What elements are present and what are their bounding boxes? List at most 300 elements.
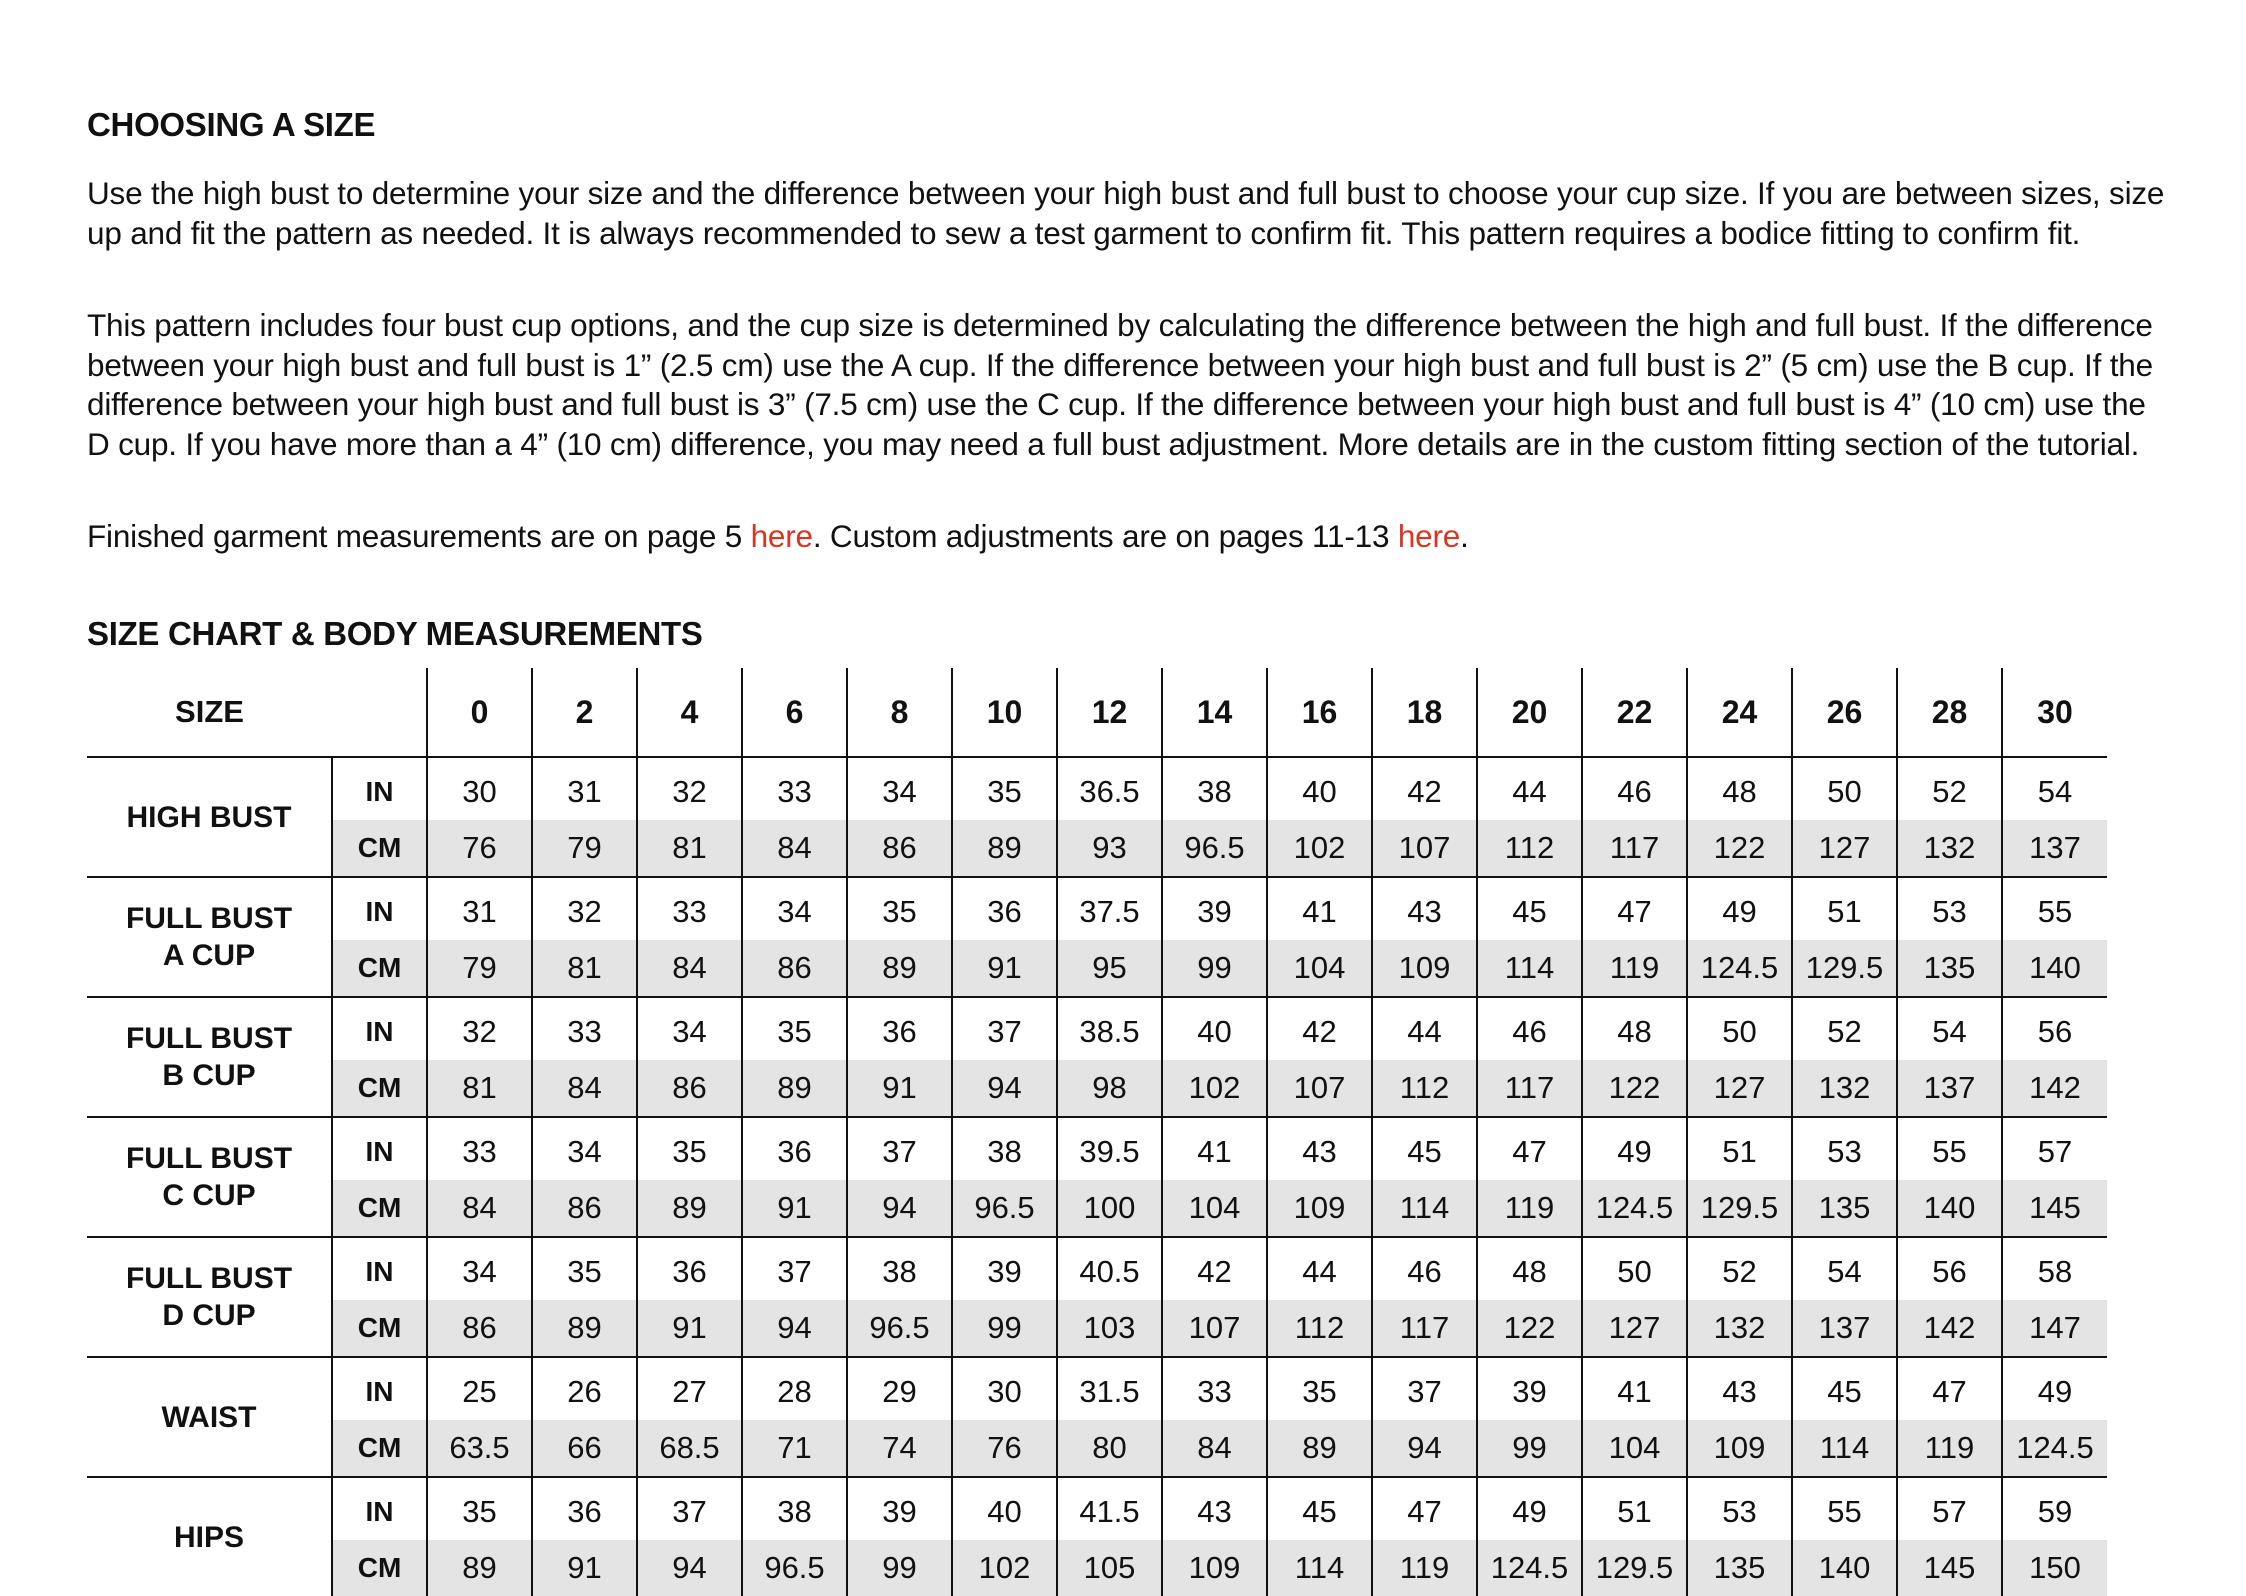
value-cell-cm: 102 bbox=[952, 1540, 1057, 1596]
value-cell-in: 35 bbox=[952, 757, 1057, 820]
value-cell-cm: 102 bbox=[1162, 1060, 1267, 1117]
value-cell-in: 48 bbox=[1477, 1237, 1582, 1300]
value-cell-in: 54 bbox=[1897, 997, 2002, 1060]
value-cell-in: 48 bbox=[1687, 757, 1792, 820]
value-cell-in: 33 bbox=[1162, 1357, 1267, 1420]
value-cell-cm: 142 bbox=[1897, 1300, 2002, 1357]
size-header-cell: 30 bbox=[2002, 668, 2107, 757]
value-cell-in: 37 bbox=[847, 1117, 952, 1180]
value-cell-in: 49 bbox=[1582, 1117, 1687, 1180]
value-cell-cm: 145 bbox=[1897, 1540, 2002, 1596]
value-cell-cm: 122 bbox=[1477, 1300, 1582, 1357]
value-cell-cm: 105 bbox=[1057, 1540, 1162, 1596]
size-header-cell: 26 bbox=[1792, 668, 1897, 757]
value-cell-cm: 80 bbox=[1057, 1420, 1162, 1477]
value-cell-in: 40 bbox=[1162, 997, 1267, 1060]
value-cell-cm: 150 bbox=[2002, 1540, 2107, 1596]
value-cell-in: 25 bbox=[427, 1357, 532, 1420]
value-cell-in: 38 bbox=[847, 1237, 952, 1300]
value-cell-in: 37 bbox=[1372, 1357, 1477, 1420]
measurement-label bbox=[87, 757, 332, 877]
value-cell-in: 41 bbox=[1582, 1357, 1687, 1420]
value-cell-cm: 84 bbox=[742, 820, 847, 877]
value-cell-cm: 132 bbox=[1792, 1060, 1897, 1117]
size-chart-heading: SIZE CHART & BODY MEASUREMENTS bbox=[87, 615, 703, 652]
measurement-label-line-1: FULL BUST bbox=[125, 1142, 293, 1175]
value-cell-in: 44 bbox=[1477, 757, 1582, 820]
value-cell-in: 31.5 bbox=[1057, 1357, 1162, 1420]
value-cell-cm: 119 bbox=[1372, 1540, 1477, 1596]
value-cell-in: 54 bbox=[1792, 1237, 1897, 1300]
value-cell-in: 36.5 bbox=[1057, 757, 1162, 820]
value-cell-cm: 109 bbox=[1687, 1420, 1792, 1477]
value-cell-in: 33 bbox=[742, 757, 847, 820]
value-cell-cm: 114 bbox=[1372, 1180, 1477, 1237]
value-cell-in: 34 bbox=[847, 757, 952, 820]
unit-cm-label: CM bbox=[332, 1540, 427, 1596]
value-cell-in: 33 bbox=[637, 877, 742, 940]
value-cell-in: 48 bbox=[1582, 997, 1687, 1060]
measurement-row-in bbox=[87, 997, 2107, 1060]
value-cell-cm: 117 bbox=[1582, 820, 1687, 877]
value-cell-cm: 114 bbox=[1792, 1420, 1897, 1477]
value-cell-in: 55 bbox=[2002, 877, 2107, 940]
size-header-cell: 2 bbox=[532, 668, 637, 757]
value-cell-in: 57 bbox=[1897, 1477, 2002, 1540]
value-cell-in: 37.5 bbox=[1057, 877, 1162, 940]
value-cell-in: 36 bbox=[847, 997, 952, 1060]
value-cell-cm: 94 bbox=[847, 1180, 952, 1237]
unit-in-label: IN bbox=[332, 997, 427, 1060]
value-cell-in: 35 bbox=[637, 1117, 742, 1180]
measurement-label-line-1: HIPS bbox=[173, 1520, 245, 1554]
measurement-row-cm bbox=[87, 1060, 2107, 1117]
measurement-label-line-1: WAIST bbox=[161, 1400, 257, 1434]
value-cell-in: 35 bbox=[427, 1477, 532, 1540]
value-cell-in: 46 bbox=[1477, 997, 1582, 1060]
value-cell-in: 34 bbox=[637, 997, 742, 1060]
value-cell-cm: 103 bbox=[1057, 1300, 1162, 1357]
value-cell-in: 32 bbox=[637, 757, 742, 820]
measurement-label-line-2: D CUP bbox=[162, 1299, 256, 1332]
value-cell-in: 41 bbox=[1267, 877, 1372, 940]
size-header-cell: 28 bbox=[1897, 668, 2002, 757]
value-cell-in: 42 bbox=[1267, 997, 1372, 1060]
value-cell-cm: 99 bbox=[847, 1540, 952, 1596]
size-header-cell: 6 bbox=[742, 668, 847, 757]
measurement-row-in bbox=[87, 877, 2107, 940]
unit-cm-label: CM bbox=[332, 1060, 427, 1117]
choosing-paragraph-2: This pattern includes four bust cup options, and the cup size is determined by calculating the difference between the high and full bust. If the difference between your high bust and full bust is 1” (2.5 cm) use the A cup. If the difference between your high bust and full bust is 2” (5 cm) use the B cup. If the difference between your high bust and full bust is 3” (7.5 cm) use the C cup. If the difference between your high bust and full bust is 4” (10 cm) use the D cup. If you have more than a 4” (10 cm) difference, you may need a full bust adjustment. More details are in the custom fitting section of the tutorial. bbox=[87, 307, 2153, 462]
value-cell-cm: 137 bbox=[1792, 1300, 1897, 1357]
value-cell-in: 46 bbox=[1372, 1237, 1477, 1300]
value-cell-in: 33 bbox=[427, 1117, 532, 1180]
value-cell-in: 35 bbox=[742, 997, 847, 1060]
size-header-row bbox=[87, 668, 2107, 757]
value-cell-in: 27 bbox=[637, 1357, 742, 1420]
value-cell-cm: 114 bbox=[1477, 940, 1582, 997]
value-cell-cm: 79 bbox=[532, 820, 637, 877]
value-cell-in: 37 bbox=[952, 997, 1057, 1060]
value-cell-in: 49 bbox=[1477, 1477, 1582, 1540]
value-cell-cm: 81 bbox=[637, 820, 742, 877]
value-cell-cm: 127 bbox=[1687, 1060, 1792, 1117]
value-cell-in: 55 bbox=[1897, 1117, 2002, 1180]
measurement-label-line-2: C CUP bbox=[162, 1179, 256, 1212]
value-cell-cm: 127 bbox=[1792, 820, 1897, 877]
value-cell-cm: 129.5 bbox=[1582, 1540, 1687, 1596]
value-cell-in: 58 bbox=[2002, 1237, 2107, 1300]
value-cell-cm: 84 bbox=[1162, 1420, 1267, 1477]
value-cell-in: 50 bbox=[1582, 1237, 1687, 1300]
value-cell-cm: 89 bbox=[427, 1540, 532, 1596]
value-cell-cm: 89 bbox=[637, 1180, 742, 1237]
value-cell-cm: 124.5 bbox=[1477, 1540, 1582, 1596]
value-cell-cm: 81 bbox=[427, 1060, 532, 1117]
value-cell-in: 40 bbox=[952, 1477, 1057, 1540]
value-cell-in: 36 bbox=[637, 1237, 742, 1300]
value-cell-in: 50 bbox=[1687, 997, 1792, 1060]
value-cell-cm: 137 bbox=[1897, 1060, 2002, 1117]
value-cell-in: 44 bbox=[1372, 997, 1477, 1060]
measurement-row-in bbox=[87, 1117, 2107, 1180]
value-cell-cm: 142 bbox=[2002, 1060, 2107, 1117]
measurement-label-line-2: B CUP bbox=[162, 1059, 256, 1092]
value-cell-cm: 91 bbox=[742, 1180, 847, 1237]
value-cell-cm: 129.5 bbox=[1792, 940, 1897, 997]
size-header-cell: 16 bbox=[1267, 668, 1372, 757]
value-cell-cm: 135 bbox=[1792, 1180, 1897, 1237]
value-cell-cm: 117 bbox=[1372, 1300, 1477, 1357]
value-cell-in: 45 bbox=[1372, 1117, 1477, 1180]
value-cell-in: 26 bbox=[532, 1357, 637, 1420]
value-cell-in: 39 bbox=[952, 1237, 1057, 1300]
value-cell-in: 38.5 bbox=[1057, 997, 1162, 1060]
unit-in-label: IN bbox=[332, 1237, 427, 1300]
measurement-label-line-1: FULL BUST bbox=[125, 902, 293, 935]
measurement-row-cm bbox=[87, 1300, 2107, 1357]
value-cell-in: 36 bbox=[742, 1117, 847, 1180]
value-cell-cm: 137 bbox=[2002, 820, 2107, 877]
value-cell-in: 37 bbox=[742, 1237, 847, 1300]
value-cell-cm: 99 bbox=[1477, 1420, 1582, 1477]
unit-cm-label: CM bbox=[332, 940, 427, 997]
unit-cm-label: CM bbox=[332, 1420, 427, 1477]
value-cell-in: 49 bbox=[2002, 1357, 2107, 1420]
value-cell-in: 32 bbox=[427, 997, 532, 1060]
size-header-cell: 10 bbox=[952, 668, 1057, 757]
value-cell-in: 39 bbox=[1162, 877, 1267, 940]
unit-in-label: IN bbox=[332, 757, 427, 820]
size-header-cell: 14 bbox=[1162, 668, 1267, 757]
value-cell-in: 39.5 bbox=[1057, 1117, 1162, 1180]
value-cell-cm: 135 bbox=[1687, 1540, 1792, 1596]
unit-cm-label: CM bbox=[332, 1300, 427, 1357]
unit-cm-label: CM bbox=[332, 1180, 427, 1237]
unit-in-label: IN bbox=[332, 1357, 427, 1420]
measurement-label-line-2: A CUP bbox=[162, 939, 256, 972]
value-cell-in: 31 bbox=[427, 877, 532, 940]
value-cell-in: 49 bbox=[1687, 877, 1792, 940]
value-cell-in: 56 bbox=[2002, 997, 2107, 1060]
value-cell-in: 52 bbox=[1897, 757, 2002, 820]
value-cell-in: 36 bbox=[532, 1477, 637, 1540]
measurement-row-in bbox=[87, 1237, 2107, 1300]
value-cell-cm: 107 bbox=[1372, 820, 1477, 877]
value-cell-in: 29 bbox=[847, 1357, 952, 1420]
value-cell-cm: 86 bbox=[742, 940, 847, 997]
paragraph-3-text-b: . Custom adjustments are on pages 11-13 bbox=[812, 518, 1398, 554]
value-cell-cm: 96.5 bbox=[1162, 820, 1267, 877]
value-cell-in: 54 bbox=[2002, 757, 2107, 820]
value-cell-in: 32 bbox=[532, 877, 637, 940]
value-cell-cm: 91 bbox=[637, 1300, 742, 1357]
value-cell-cm: 98 bbox=[1057, 1060, 1162, 1117]
garment-measurements-link[interactable]: here bbox=[750, 518, 813, 554]
value-cell-in: 42 bbox=[1372, 757, 1477, 820]
value-cell-cm: 117 bbox=[1477, 1060, 1582, 1117]
value-cell-cm: 86 bbox=[637, 1060, 742, 1117]
choosing-paragraph-3 bbox=[87, 517, 2167, 557]
value-cell-in: 51 bbox=[1582, 1477, 1687, 1540]
value-cell-in: 56 bbox=[1897, 1237, 2002, 1300]
measurement-row-cm bbox=[87, 1180, 2107, 1237]
value-cell-in: 39 bbox=[847, 1477, 952, 1540]
value-cell-in: 30 bbox=[952, 1357, 1057, 1420]
value-cell-cm: 104 bbox=[1582, 1420, 1687, 1477]
value-cell-cm: 145 bbox=[2002, 1180, 2107, 1237]
value-cell-in: 45 bbox=[1477, 877, 1582, 940]
value-cell-cm: 109 bbox=[1372, 940, 1477, 997]
measurement-label-line-1: HIGH BUST bbox=[126, 800, 292, 834]
value-cell-cm: 86 bbox=[532, 1180, 637, 1237]
measurement-row-in bbox=[87, 757, 2107, 820]
value-cell-cm: 89 bbox=[952, 820, 1057, 877]
value-cell-in: 47 bbox=[1372, 1477, 1477, 1540]
value-cell-cm: 84 bbox=[532, 1060, 637, 1117]
value-cell-cm: 107 bbox=[1162, 1300, 1267, 1357]
value-cell-in: 40 bbox=[1267, 757, 1372, 820]
unit-in-label: IN bbox=[332, 1477, 427, 1540]
value-cell-cm: 140 bbox=[2002, 940, 2107, 997]
value-cell-cm: 89 bbox=[847, 940, 952, 997]
value-cell-in: 46 bbox=[1582, 757, 1687, 820]
value-cell-cm: 147 bbox=[2002, 1300, 2107, 1357]
value-cell-cm: 96.5 bbox=[742, 1540, 847, 1596]
value-cell-cm: 140 bbox=[1792, 1540, 1897, 1596]
value-cell-cm: 99 bbox=[952, 1300, 1057, 1357]
value-cell-in: 52 bbox=[1792, 997, 1897, 1060]
value-cell-cm: 140 bbox=[1897, 1180, 2002, 1237]
measurement-label bbox=[87, 997, 332, 1117]
value-cell-in: 53 bbox=[1897, 877, 2002, 940]
value-cell-cm: 89 bbox=[742, 1060, 847, 1117]
value-cell-in: 53 bbox=[1792, 1117, 1897, 1180]
value-cell-in: 39 bbox=[1477, 1357, 1582, 1420]
value-cell-cm: 122 bbox=[1582, 1060, 1687, 1117]
size-header-cell: 0 bbox=[427, 668, 532, 757]
value-cell-cm: 124.5 bbox=[1582, 1180, 1687, 1237]
value-cell-in: 38 bbox=[742, 1477, 847, 1540]
choosing-size-heading: CHOOSING A SIZE bbox=[87, 106, 376, 143]
size-header-cell: 12 bbox=[1057, 668, 1162, 757]
value-cell-cm: 84 bbox=[427, 1180, 532, 1237]
value-cell-cm: 124.5 bbox=[1687, 940, 1792, 997]
value-cell-in: 35 bbox=[1267, 1357, 1372, 1420]
value-cell-in: 59 bbox=[2002, 1477, 2107, 1540]
value-cell-cm: 94 bbox=[637, 1540, 742, 1596]
value-cell-cm: 112 bbox=[1372, 1060, 1477, 1117]
measurement-label bbox=[87, 1237, 332, 1357]
value-cell-cm: 99 bbox=[1162, 940, 1267, 997]
value-cell-in: 51 bbox=[1792, 877, 1897, 940]
value-cell-in: 45 bbox=[1267, 1477, 1372, 1540]
value-cell-in: 35 bbox=[847, 877, 952, 940]
measurement-row-in bbox=[87, 1477, 2107, 1540]
unit-in-label: IN bbox=[332, 1117, 427, 1180]
value-cell-cm: 86 bbox=[427, 1300, 532, 1357]
value-cell-cm: 119 bbox=[1477, 1180, 1582, 1237]
value-cell-cm: 102 bbox=[1267, 820, 1372, 877]
value-cell-cm: 91 bbox=[952, 940, 1057, 997]
value-cell-in: 47 bbox=[1477, 1117, 1582, 1180]
value-cell-cm: 124.5 bbox=[2002, 1420, 2107, 1477]
value-cell-cm: 129.5 bbox=[1687, 1180, 1792, 1237]
value-cell-cm: 119 bbox=[1897, 1420, 2002, 1477]
value-cell-in: 52 bbox=[1687, 1237, 1792, 1300]
value-cell-cm: 79 bbox=[427, 940, 532, 997]
measurement-label bbox=[87, 1477, 332, 1596]
measurement-row-cm bbox=[87, 820, 2107, 877]
value-cell-cm: 71 bbox=[742, 1420, 847, 1477]
value-cell-in: 55 bbox=[1792, 1477, 1897, 1540]
value-cell-cm: 89 bbox=[532, 1300, 637, 1357]
unit-cm-label: CM bbox=[332, 820, 427, 877]
value-cell-in: 37 bbox=[637, 1477, 742, 1540]
value-cell-in: 36 bbox=[952, 877, 1057, 940]
value-cell-cm: 96.5 bbox=[847, 1300, 952, 1357]
value-cell-cm: 89 bbox=[1267, 1420, 1372, 1477]
value-cell-in: 43 bbox=[1687, 1357, 1792, 1420]
value-cell-in: 42 bbox=[1162, 1237, 1267, 1300]
value-cell-in: 31 bbox=[532, 757, 637, 820]
value-cell-cm: 135 bbox=[1897, 940, 2002, 997]
value-cell-in: 43 bbox=[1372, 877, 1477, 940]
value-cell-cm: 94 bbox=[742, 1300, 847, 1357]
measurement-row-cm bbox=[87, 1420, 2107, 1477]
value-cell-cm: 96.5 bbox=[952, 1180, 1057, 1237]
value-cell-in: 34 bbox=[742, 877, 847, 940]
value-cell-cm: 109 bbox=[1162, 1540, 1267, 1596]
custom-adjustments-link[interactable]: here bbox=[1397, 518, 1461, 554]
value-cell-cm: 112 bbox=[1477, 820, 1582, 877]
value-cell-in: 43 bbox=[1267, 1117, 1372, 1180]
value-cell-in: 50 bbox=[1792, 757, 1897, 820]
value-cell-cm: 74 bbox=[847, 1420, 952, 1477]
size-header-cell: 4 bbox=[637, 668, 742, 757]
value-cell-cm: 127 bbox=[1582, 1300, 1687, 1357]
value-cell-in: 38 bbox=[952, 1117, 1057, 1180]
value-cell-cm: 86 bbox=[847, 820, 952, 877]
value-cell-cm: 76 bbox=[952, 1420, 1057, 1477]
measurement-row-in bbox=[87, 1357, 2107, 1420]
size-header-cell: 24 bbox=[1687, 668, 1792, 757]
value-cell-in: 30 bbox=[427, 757, 532, 820]
value-cell-cm: 76 bbox=[427, 820, 532, 877]
value-cell-cm: 68.5 bbox=[637, 1420, 742, 1477]
size-header-cell: 8 bbox=[847, 668, 952, 757]
value-cell-cm: 84 bbox=[637, 940, 742, 997]
size-chart-body bbox=[87, 757, 2107, 1596]
measurement-label bbox=[87, 1117, 332, 1237]
value-cell-in: 28 bbox=[742, 1357, 847, 1420]
measurement-row-cm bbox=[87, 1540, 2107, 1596]
size-chart-table bbox=[87, 668, 2107, 1596]
value-cell-cm: 112 bbox=[1267, 1300, 1372, 1357]
size-column-header: SIZE bbox=[87, 668, 332, 757]
value-cell-cm: 100 bbox=[1057, 1180, 1162, 1237]
value-cell-in: 33 bbox=[532, 997, 637, 1060]
value-cell-cm: 81 bbox=[532, 940, 637, 997]
unit-in-label: IN bbox=[332, 877, 427, 940]
value-cell-in: 41.5 bbox=[1057, 1477, 1162, 1540]
value-cell-in: 43 bbox=[1162, 1477, 1267, 1540]
value-cell-in: 41 bbox=[1162, 1117, 1267, 1180]
value-cell-cm: 91 bbox=[532, 1540, 637, 1596]
value-cell-cm: 94 bbox=[952, 1060, 1057, 1117]
value-cell-cm: 109 bbox=[1267, 1180, 1372, 1237]
value-cell-in: 35 bbox=[532, 1237, 637, 1300]
value-cell-in: 34 bbox=[532, 1117, 637, 1180]
value-cell-cm: 104 bbox=[1267, 940, 1372, 997]
value-cell-in: 53 bbox=[1687, 1477, 1792, 1540]
paragraph-3-text-c: . bbox=[1460, 518, 1469, 554]
measurement-label-line-1: FULL BUST bbox=[125, 1262, 293, 1295]
value-cell-cm: 114 bbox=[1267, 1540, 1372, 1596]
value-cell-in: 34 bbox=[427, 1237, 532, 1300]
value-cell-in: 51 bbox=[1687, 1117, 1792, 1180]
value-cell-cm: 122 bbox=[1687, 820, 1792, 877]
value-cell-cm: 132 bbox=[1687, 1300, 1792, 1357]
value-cell-in: 57 bbox=[2002, 1117, 2107, 1180]
value-cell-cm: 66 bbox=[532, 1420, 637, 1477]
value-cell-in: 44 bbox=[1267, 1237, 1372, 1300]
value-cell-in: 47 bbox=[1582, 877, 1687, 940]
value-cell-cm: 119 bbox=[1582, 940, 1687, 997]
measurement-label-line-1: FULL BUST bbox=[125, 1022, 293, 1055]
size-header-cell: 22 bbox=[1582, 668, 1687, 757]
value-cell-cm: 107 bbox=[1267, 1060, 1372, 1117]
choosing-paragraph-1: Use the high bust to determine your size and the difference between your high bust and full bust to choose your cup size. If you are between sizes, size up and fit the pattern as needed. It is always recommended to sew a test garment to confirm fit. This pattern requires a bodice fitting to confirm fit. bbox=[87, 175, 2165, 251]
value-cell-cm: 91 bbox=[847, 1060, 952, 1117]
value-cell-in: 45 bbox=[1792, 1357, 1897, 1420]
measurement-label bbox=[87, 1357, 332, 1477]
value-cell-cm: 93 bbox=[1057, 820, 1162, 877]
paragraph-3-text-a: Finished garment measurements are on page 5 bbox=[87, 518, 751, 554]
size-header-cell: 18 bbox=[1372, 668, 1477, 757]
value-cell-cm: 132 bbox=[1897, 820, 2002, 877]
value-cell-in: 40.5 bbox=[1057, 1237, 1162, 1300]
value-cell-cm: 104 bbox=[1162, 1180, 1267, 1237]
measurement-label bbox=[87, 877, 332, 997]
value-cell-cm: 95 bbox=[1057, 940, 1162, 997]
value-cell-in: 38 bbox=[1162, 757, 1267, 820]
size-header-cell: 20 bbox=[1477, 668, 1582, 757]
value-cell-cm: 63.5 bbox=[427, 1420, 532, 1477]
unit-column-header bbox=[332, 668, 427, 757]
value-cell-in: 47 bbox=[1897, 1357, 2002, 1420]
measurement-row-cm bbox=[87, 940, 2107, 997]
